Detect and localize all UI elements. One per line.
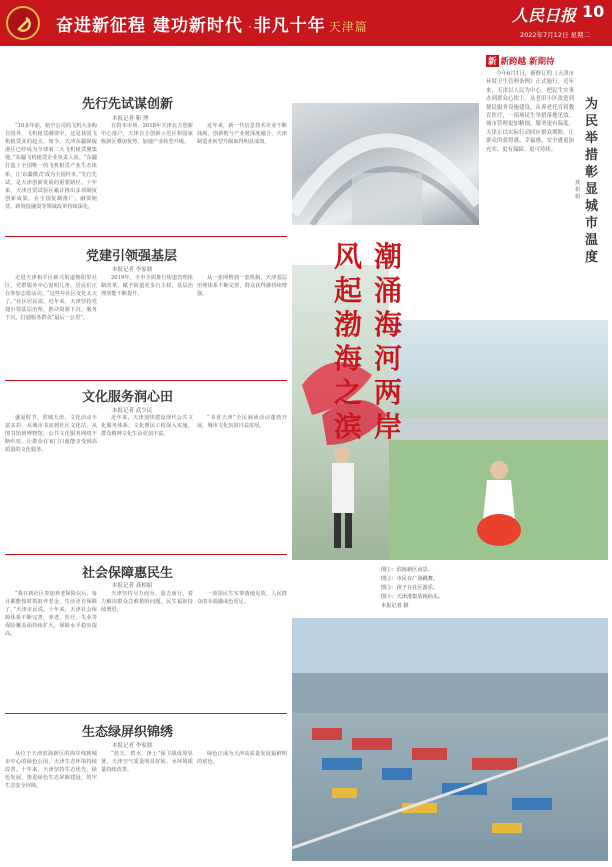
caption-credit: 本报记者 摄 — [381, 603, 409, 609]
caption-item: 图③：孩子在社区游乐。 — [381, 585, 439, 591]
article-column: 天津坚持尽力而为、量力而行，着力解决群众急难愁盼问题，民生福祉持续增进。 — [101, 591, 193, 614]
commentary-headline: 为民举措彰显城市温度 — [584, 97, 598, 265]
byline: 本报记者 武少民 — [112, 408, 153, 414]
photo-child-playing — [389, 320, 608, 560]
article-column: 从位于天津滨海新区的海岸线到城市中心的绿色公园，天津生态环境持续改善。十年来，天津坚持生态优先、绿色发展，推进绿色生态屏障建设，筑牢生态安全屏障。 — [5, 751, 97, 790]
article-column: “书香天津”全民阅读活动蓬勃开展，城市文化氛围日益浓厚。 — [197, 415, 287, 430]
article-column: “10多年前，航空公司的飞机大多购自国外，飞机租赁融资中，这是我国飞机租赁业的起点。如今，天津东疆保税港区已经成为全球第二大飞机租赁聚集地。”东疆飞机租赁企业负责人说。“东疆打造了全国唯一的飞机租赁产业生态体系，让‘东疆模式’成为全国样本。”先行先试，是天津创新发展的重要路径。十年来，天津自贸试验区累计推出多项制度创新成果，在全国复制推广，融资租赁、跨境投融资等领域改革持续深化。 — [5, 123, 97, 210]
photo-container-port — [292, 618, 608, 861]
article-column: “蓝天、碧水、净土”保卫战成效显著，天津空气质量明显好转，水环境质量持续改善。 — [101, 751, 193, 774]
banner-title: 奋进新征程 建功新时代 ·非凡十年 天津篇 — [56, 16, 368, 36]
article-column: 走进天津和平区新兴街道朝阳里社区，党群服务中心窗明几净，居民们正在参加志愿活动。“这些年社区变化太大了。”社区居民说。近年来，天津坚持党建引领基层治理，推动资源下沉、服务下沉，打通服务群众“最后一公里”。 — [5, 275, 97, 322]
section-divider — [5, 554, 287, 555]
issue-date: 2022年7月12日 星期二 — [520, 31, 591, 39]
commentary-author: 龚相娟 — [575, 180, 581, 200]
article-column: 从一张网格到一套机制，天津基层治理体系不断完善，群众获得感持续增强。 — [197, 275, 287, 298]
photo-architecture — [292, 103, 479, 225]
caption-item: 图①：滨海新区夜景。 — [381, 567, 433, 573]
section-title-innovation: 先行先试谋创新 — [82, 97, 174, 112]
newspaper-masthead: 人民日报 — [512, 6, 577, 25]
section-title-party-building: 党建引领强基层 — [86, 249, 178, 264]
photo-captions — [381, 566, 471, 611]
article-column: 绿色正成为天津高质量发展最鲜明的底色。 — [197, 751, 287, 766]
caption-item: 图④：天津港集装箱码头。 — [381, 594, 444, 600]
page-banner — [0, 0, 612, 46]
tag-badge: 新 — [488, 57, 497, 67]
article-column: 一项项民生实事落地见效，人民群众的幸福感成色更足。 — [197, 591, 287, 606]
caption-item: 图②：市民在广场跳舞。 — [381, 576, 439, 582]
section-title-social-security: 社会保障惠民生 — [82, 566, 174, 581]
byline: 本报记者 靳 博 — [112, 116, 149, 122]
article-column: 近年来，天津加快建设现代公共文化服务体系，文化惠民工程深入实施，群众精神文化生活更加丰富。 — [101, 415, 193, 438]
party-emblem-icon — [6, 6, 40, 40]
article-column: “我在新社区参加养老保险以后，每月都能按时领取养老金，生活更有保障了。”天津市民说。十年来，天津社会保障体系不断完善，养老、医疗、失业等保险覆盖面持续扩大，保障水平稳步提高。 — [5, 591, 97, 638]
section-divider — [5, 236, 287, 237]
article-column: 2019年，全市全面推行街道管理体制改革，赋予街道更多自主权，基层治理效能不断提升。 — [101, 275, 193, 298]
byline: 本报记者 龚相娟 — [112, 583, 153, 589]
article-column: 在资本市场，2018年天津北方创新中心落户，天津自主创新示范区和国家级新区叠加优势，加速产业转型升级。 — [101, 123, 193, 146]
section-title-culture: 文化服务润心田 — [82, 390, 174, 405]
main-headline-line2: 潮涌海河两岸 — [373, 240, 402, 443]
section-divider — [5, 380, 287, 381]
byline: 本报记者 李家鼎 — [112, 267, 153, 273]
article-column: 盛夏时节，滨城天津，文化活动丰富多彩。从城市书房到社区文化站，从图书馆到博物馆，公共文化服务网络不断织密，让群众在家门口就能享受到高质量的文化服务。 — [5, 415, 97, 454]
section-divider — [5, 713, 287, 714]
commentary-body: 今年6月1日，新修订的《天津市环境卫生管理条例》正式施行。近年来，天津以人民为中心，把民生实事办到群众心坎上。从老旧小区改造到便民服务设施建设，从养老托育到教育医疗，一项项民生举措落地见效。城市管理更加精细，服务更有温度，天津正以实际行动回应群众期盼，让群众的获得感、幸福感、安全感更加充实、更有保障、更可持续。 — [486, 71, 574, 153]
column-tag: 新 新跨越 新期待 — [488, 57, 555, 67]
page-number: 10 — [582, 2, 605, 21]
main-headline-line1: 风起渤海之滨 — [333, 240, 362, 443]
section-title-ecology: 生态绿屏织锦绣 — [82, 725, 174, 740]
byline: 本报记者 李家鼎 — [112, 743, 153, 749]
article-column: 近年来，新一代信息技术企业不断涌现，创新链与产业链深度融合，天津制造业转型升级取得明显成效。 — [197, 123, 287, 146]
